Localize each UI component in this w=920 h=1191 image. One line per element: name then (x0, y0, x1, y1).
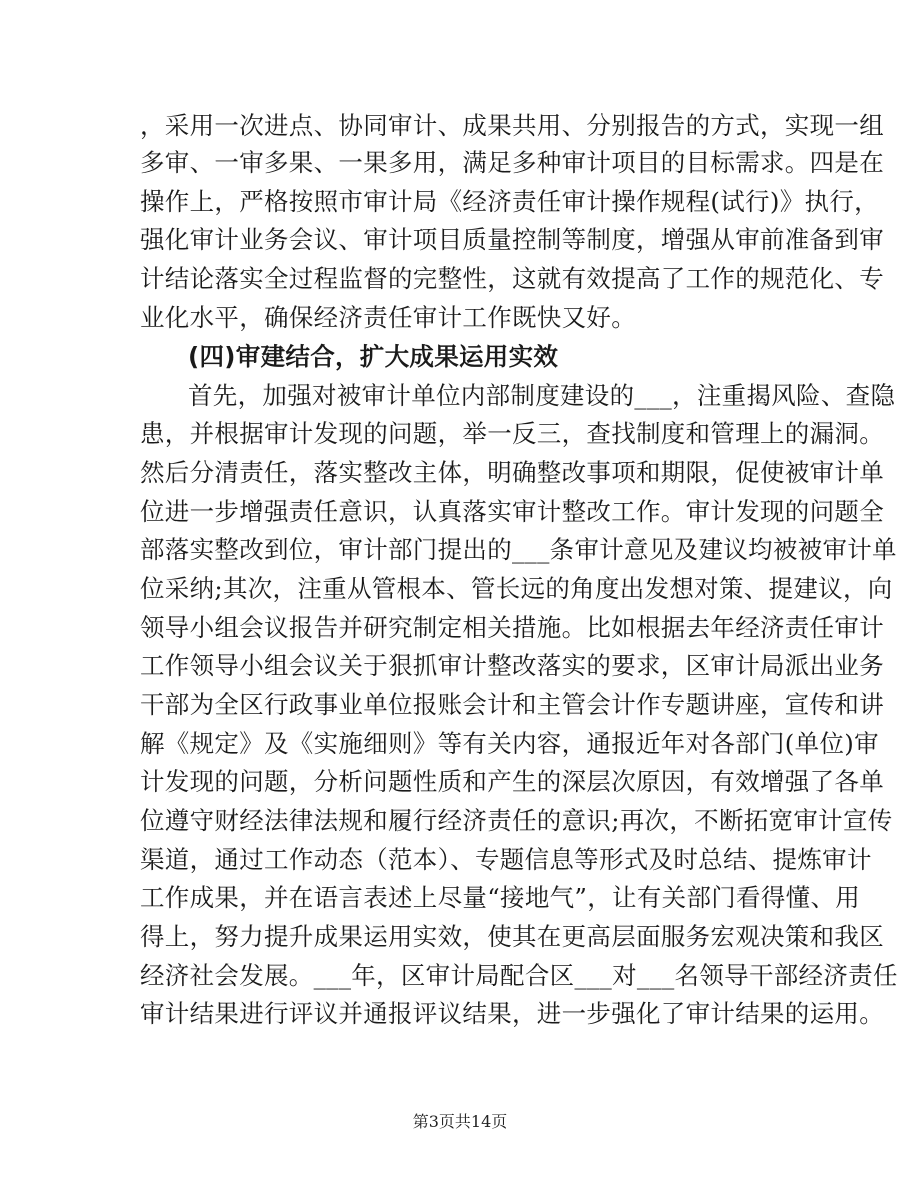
page-number-footer: 第3页共14页 (412, 1112, 508, 1131)
paragraph-line: 干部为全区行政事业单位报账会计和主管会计作专题讲座，宣传和讲 (140, 690, 884, 719)
paragraph-line: 然后分清责任，落实整改主体，明确整改事项和期限，促使被审计单 (140, 458, 884, 487)
paragraph-line: 首先，加强对被审计单位内部制度建设的___，注重揭风险、查隐 (188, 381, 896, 410)
paragraph-line: 部落实整改到位，审计部门提出的___条审计意见及建议均被被审计单 (140, 535, 897, 564)
paragraph-line: 解《规定》及《实施细则》等有关内容，通报近年对各部门(单位)审 (140, 729, 879, 758)
paragraph-line: 位采纳;其次，注重从管根本、管长远的角度出发想对策、提建议，向 (140, 574, 893, 603)
paragraph-line: 多审、一审多果、一果多用，满足多种审计项目的目标需求。四是在 (140, 148, 884, 177)
paragraph-line: 工作成果，并在语言表述上尽量“接地气”，让有关部门看得懂、用 (140, 883, 861, 912)
section-heading: (四)审建结合，扩大成果运用实效 (188, 342, 559, 371)
paragraph-line: 计发现的问题，分析问题性质和产生的深层次原因，有效增强了各单 (140, 767, 884, 796)
paragraph-line: 操作上，严格按照市审计局《经济责任审计操作规程(试行)》执行， (140, 187, 879, 216)
paragraph-line: 审计结果进行评议并通报评议结果，进一步强化了审计结果的运用。 (140, 999, 884, 1028)
paragraph-line: 业化水平，确保经济责任审计工作既快又好。 (140, 303, 636, 332)
paragraph-line: 患，并根据审计发现的问题，举一反三，查找制度和管理上的漏洞。 (140, 419, 884, 448)
paragraph-line: ，采用一次进点、协同审计、成果共用、分别报告的方式，实现一组 (140, 111, 884, 140)
paragraph-line: 强化审计业务会议、审计项目质量控制等制度，增强从审前准备到审 (140, 225, 884, 254)
paragraph-line: 得上，努力提升成果运用实效，使其在更高层面服务宏观决策和我区 (140, 922, 884, 951)
paragraph-line: 位进一步增强责任意识，认真落实审计整改工作。审计发现的问题全 (140, 497, 884, 526)
paragraph-line: 领导小组会议报告并研究制定相关措施。比如根据去年经济责任审计 (140, 613, 884, 642)
paragraph-line: 位遵守财经法律法规和履行经济责任的意识;再次，不断拓宽审计宣传 (140, 806, 893, 835)
paragraph-line: 经济社会发展。___年，区审计局配合区___对___名领导干部经济责任 (140, 961, 898, 990)
paragraph-line: 计结论落实全过程监督的完整性，这就有效提高了工作的规范化、专 (140, 264, 884, 293)
paragraph-line: 工作领导小组会议关于狠抓审计整改落实的要求，区审计局派出业务 (140, 651, 884, 680)
paragraph-line: 渠道，通过工作动态（范本）、专题信息等形式及时总结、提炼审计 (140, 845, 872, 874)
